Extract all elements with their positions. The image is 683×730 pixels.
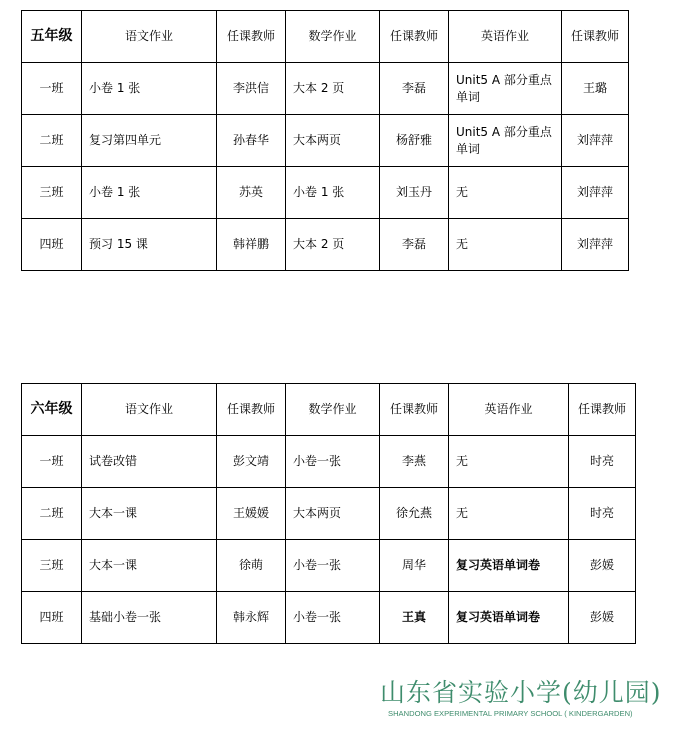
english-homework: Unit5 A 部分重点单词 bbox=[449, 115, 562, 167]
class-name: 一班 bbox=[22, 63, 82, 115]
teacher-name: 时亮 bbox=[569, 488, 636, 540]
table-row bbox=[22, 115, 629, 167]
chinese-homework: 小卷 1 张 bbox=[82, 63, 217, 115]
column-header-teacher: 任课教师 bbox=[380, 11, 449, 63]
column-header-teacher: 任课教师 bbox=[217, 11, 286, 63]
column-header-teacher: 任课教师 bbox=[380, 384, 449, 436]
table-row bbox=[22, 63, 629, 115]
teacher-name: 彭媛 bbox=[569, 592, 636, 644]
chinese-homework: 预习 15 课 bbox=[82, 219, 217, 271]
class-name: 四班 bbox=[22, 592, 82, 644]
teacher-name: 王媛媛 bbox=[217, 488, 286, 540]
column-header-chinese: 语文作业 bbox=[82, 384, 217, 436]
table-row bbox=[22, 592, 636, 644]
teacher-name: 李磊 bbox=[380, 219, 449, 271]
table-row bbox=[22, 167, 629, 219]
teacher-name: 刘玉丹 bbox=[380, 167, 449, 219]
column-header-chinese: 语文作业 bbox=[82, 11, 217, 63]
chinese-homework: 大本一课 bbox=[82, 540, 217, 592]
grade-label: 六年级 bbox=[22, 384, 82, 436]
teacher-name: 韩永辉 bbox=[217, 592, 286, 644]
chinese-homework: 基础小卷一张 bbox=[82, 592, 217, 644]
teacher-name: 周华 bbox=[380, 540, 449, 592]
math-homework: 小卷 1 张 bbox=[286, 167, 380, 219]
column-header-english: 英语作业 bbox=[449, 11, 562, 63]
teacher-name: 刘萍萍 bbox=[562, 219, 629, 271]
math-homework: 小卷一张 bbox=[286, 540, 380, 592]
chinese-homework: 大本一课 bbox=[82, 488, 217, 540]
english-homework: 无 bbox=[449, 167, 562, 219]
math-homework: 小卷一张 bbox=[286, 592, 380, 644]
teacher-name: 彭媛 bbox=[569, 540, 636, 592]
column-header-math: 数学作业 bbox=[286, 11, 380, 63]
chinese-homework: 小卷 1 张 bbox=[82, 167, 217, 219]
school-name-chinese: 山东省实验小学(幼儿园) bbox=[380, 678, 662, 707]
table-header-row bbox=[22, 384, 636, 436]
math-homework: 小卷一张 bbox=[286, 436, 380, 488]
english-homework: 无 bbox=[449, 488, 569, 540]
teacher-name: 李燕 bbox=[380, 436, 449, 488]
teacher-name: 时亮 bbox=[569, 436, 636, 488]
teacher-name: 刘萍萍 bbox=[562, 115, 629, 167]
teacher-name: 彭文靖 bbox=[217, 436, 286, 488]
table-row bbox=[22, 436, 636, 488]
teacher-name: 孙春华 bbox=[217, 115, 286, 167]
teacher-name: 李磊 bbox=[380, 63, 449, 115]
column-header-english: 英语作业 bbox=[449, 384, 569, 436]
grade-label: 五年级 bbox=[22, 11, 82, 63]
math-homework: 大本 2 页 bbox=[286, 219, 380, 271]
class-name: 二班 bbox=[22, 488, 82, 540]
table-row bbox=[22, 219, 629, 271]
table-row bbox=[22, 540, 636, 592]
grade5-homework-table bbox=[21, 10, 629, 271]
teacher-name: 王真 bbox=[380, 592, 449, 644]
english-homework: 无 bbox=[449, 219, 562, 271]
column-header-teacher: 任课教师 bbox=[569, 384, 636, 436]
teacher-name: 徐萌 bbox=[217, 540, 286, 592]
chinese-homework: 试卷改错 bbox=[82, 436, 217, 488]
english-homework: 无 bbox=[449, 436, 569, 488]
math-homework: 大本 2 页 bbox=[286, 63, 380, 115]
english-homework: 复习英语单词卷 bbox=[449, 540, 569, 592]
teacher-name: 杨舒雅 bbox=[380, 115, 449, 167]
class-name: 一班 bbox=[22, 436, 82, 488]
math-homework: 大本两页 bbox=[286, 488, 380, 540]
chinese-homework: 复习第四单元 bbox=[82, 115, 217, 167]
class-name: 三班 bbox=[22, 167, 82, 219]
english-homework: Unit5 A 部分重点单词 bbox=[449, 63, 562, 115]
school-name-english: SHANDONG EXPERIMENTAL PRIMARY SCHOOL ( KINDERGARDEN) bbox=[388, 709, 633, 718]
grade6-homework-table bbox=[21, 383, 636, 644]
teacher-name: 王璐 bbox=[562, 63, 629, 115]
table-header-row bbox=[22, 11, 629, 63]
class-name: 二班 bbox=[22, 115, 82, 167]
english-homework: 复习英语单词卷 bbox=[449, 592, 569, 644]
class-name: 三班 bbox=[22, 540, 82, 592]
class-name: 四班 bbox=[22, 219, 82, 271]
teacher-name: 刘萍萍 bbox=[562, 167, 629, 219]
teacher-name: 韩祥鹏 bbox=[217, 219, 286, 271]
column-header-math: 数学作业 bbox=[286, 384, 380, 436]
teacher-name: 李洪信 bbox=[217, 63, 286, 115]
math-homework: 大本两页 bbox=[286, 115, 380, 167]
column-header-teacher: 任课教师 bbox=[562, 11, 629, 63]
teacher-name: 苏英 bbox=[217, 167, 286, 219]
teacher-name: 徐允燕 bbox=[380, 488, 449, 540]
column-header-teacher: 任课教师 bbox=[217, 384, 286, 436]
school-logo bbox=[380, 678, 680, 718]
table-row bbox=[22, 488, 636, 540]
